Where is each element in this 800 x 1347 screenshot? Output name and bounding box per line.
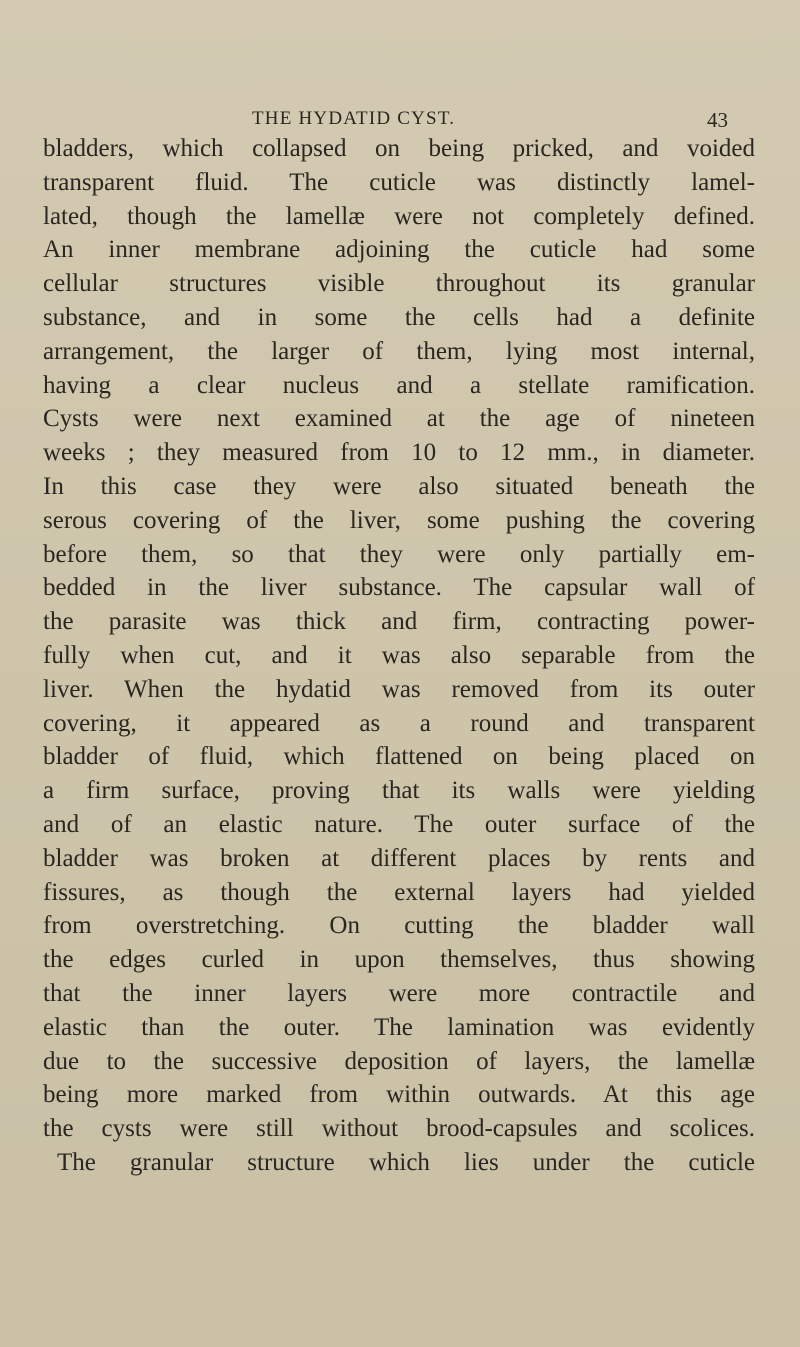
text-line: The granular structure which lies under the cuticle [57,1148,755,1176]
text-line: due to the successive deposition of layers, the lamellæ [43,1047,755,1075]
page-number: 43 [707,108,728,132]
text-line: In this case they were also situated beneath the [43,472,755,500]
text-line: being more marked from within outwards. At this age [43,1081,755,1109]
text-line: bladder was broken at different places by rents and [43,844,755,872]
text-line: bedded in the liver substance. The capsular wall of [43,574,755,602]
text-line: arrangement, the larger of them, lying most internal, [43,337,755,365]
text-line: lated, though the lamellæ were not completely defined. [43,202,755,230]
running-head: THE HYDATID CYST. [252,108,456,129]
text-line: transparent fluid. The cuticle was distinctly lamel- [43,168,755,196]
text-line: elastic than the outer. The lamination was evidently [43,1013,755,1041]
text-line: substance, and in some the cells had a definite [43,303,755,331]
body-text [43,132,755,1180]
text-line: Cysts were next examined at the age of nineteen [43,405,755,433]
text-line: before them, so that they were only partially em- [43,540,755,568]
text-line: bladder of fluid, which flattened on being placed on [43,743,755,771]
text-line: the cysts were still without brood-capsules and scolices. [43,1115,755,1143]
text-line: bladders, which collapsed on being pricked, and voided [43,135,755,162]
text-line: that the inner layers were more contractile and [43,979,755,1007]
text-line: fully when cut, and it was also separable from the [43,641,755,669]
text-line: An inner membrane adjoining the cuticle had some [43,236,755,264]
text-line: liver. When the hydatid was removed from its outer [43,675,755,703]
text-line: and of an elastic nature. The outer surface of the [43,810,755,838]
text-line: fissures, as though the external layers had yielded [43,878,755,906]
text-line: cellular structures visible throughout its granular [43,270,755,298]
text-line: covering, it appeared as a round and transparent [43,709,755,737]
text-line: weeks ; they measured from 10 to 12 mm., in diameter. [43,439,755,467]
text-line: the parasite was thick and firm, contracting power- [43,608,755,636]
text-line: having a clear nucleus and a stellate ramification. [43,371,755,399]
text-line: the edges curled in upon themselves, thus showing [43,946,755,974]
text-line: a firm surface, proving that its walls were yielding [43,777,755,805]
text-line: from overstretching. On cutting the bladder wall [43,912,755,940]
text-line: serous covering of the liver, some pushing the covering [43,506,755,534]
